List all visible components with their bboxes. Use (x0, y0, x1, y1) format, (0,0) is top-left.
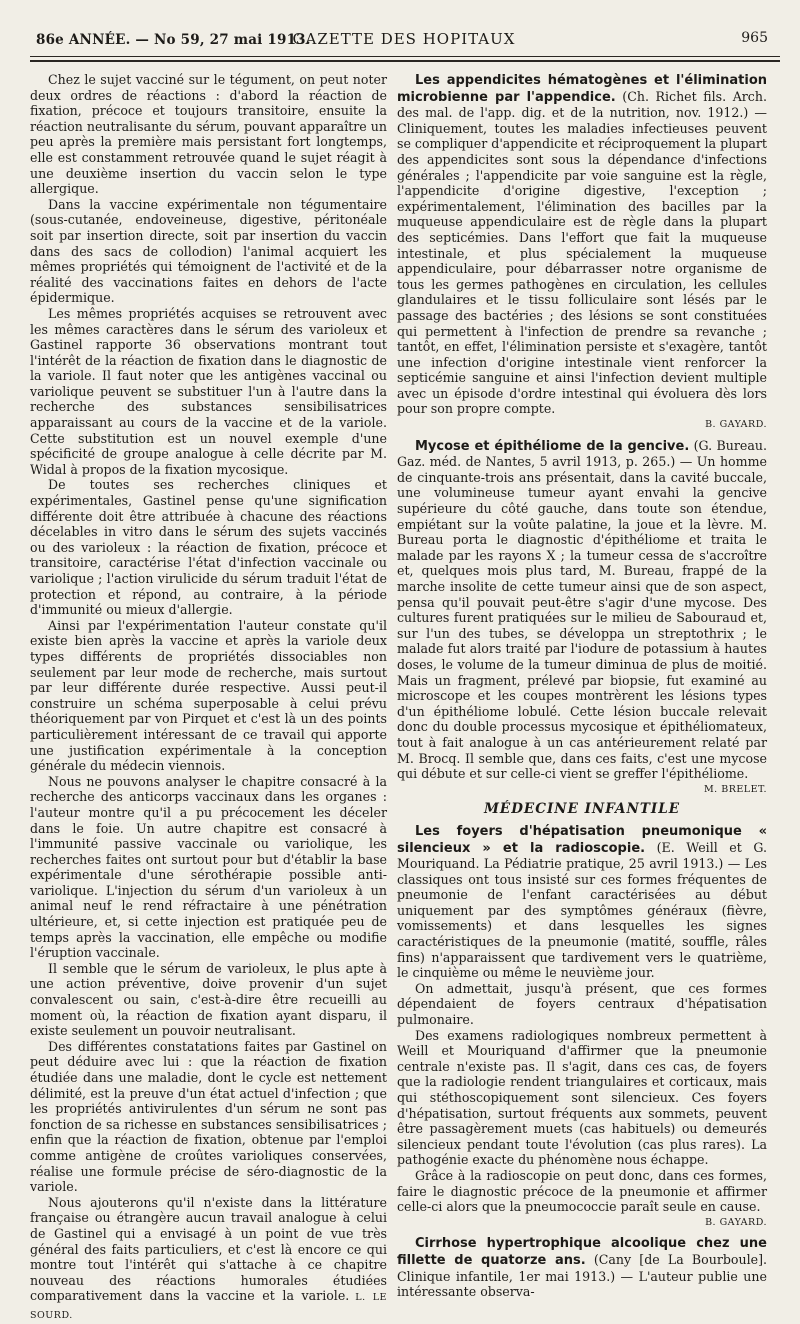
paragraph-last (30, 1195, 387, 1324)
paragraph: Nous ne pouvons analyser le chapitre consacré à la recherche des anticorps vaccinaux dans les organes : l'auteur montre qu'il a pu précocement les déceler dans le foie. Un autre chapitre est consacré à l'immunité passive vaccinale ou variolique, les recherches faites ont surtout pour but d'établir la base expérimentale d'une sérothérapie possible anti-variolique. L'injection du sérum d'un varioleux à un animal neuf le rend réfractaire à une pénétration ultérieure, et, si cette injection est pratiquée peu de temps après la vaccination, elle empêche ou modifie l'éruption vaccinale. (30, 773, 387, 961)
article-reference: (G. Bureau. Gaz. méd. de Nantes, 5 avril 1913, p. 265.) — (397, 437, 767, 470)
article-text: L'auteur publie une intéressante observa- (397, 1268, 767, 1300)
article (397, 438, 767, 798)
article-title: Les appendicites hématogènes et l'élimination microbienne par l'appendice. (397, 73, 767, 105)
article-text: Les classiques ont tous insisté sur ces formes fréquentes de pneumonie de l'enfant caractérisées au début uniquement par des symptômes généraux (fièvre, vomissements) et dans lesquelles les signes caractéristiques de la pneumonie (matité, souffle, râles fins) n'apparaissent que tardivement vers le quatrième, le cinquième ou même le neuvième jour. (397, 856, 767, 981)
article-body (397, 72, 767, 417)
journal-title: GAZETTE DES HOPITAUX (292, 30, 516, 48)
article-body (397, 438, 767, 782)
paragraph: Il semble que le sérum de varioleux, le plus apte à une action préventive, doive provenir d'un sujet convalescent ou sain, c'est-à-dire être recueilli au moment où, la réaction de fixation ayant disparu, il existe seulement un pouvoir neutralisant. (30, 960, 387, 1039)
paragraph: Grâce à la radioscopie on peut donc, dans ces formes, faire le diagnostic précoce de la pneumonie et affirmer celle-ci alors que la pneumococcie paraît seule en cause. (397, 1167, 767, 1215)
paragraph: Des examens radiologiques nombreux permettent à Weill et Mouriquand d'affirmer que la pneumonie centrale n'existe pas. Il s'agit, dans ces cas, de foyers que la radiologie rendent triangulaires et corticaux, mais qui stéthoscopiquement sont silencieux. Ces foyers d'hépatisation, surtout fréquents aux sommets, peuvent être passagèrement muets (cas habituels) ou demeurés silencieux pendant toute l'évolution (cas plus rares). La pathogénie exacte du phénomène nous échappe. (397, 1027, 767, 1168)
article-reference: (Ch. Richet fils. Arch. des mal. de l'app. dig. et de la nutrition, nov. 1912.) — (397, 88, 767, 121)
paragraph: Les mêmes propriétés acquises se retrouvent avec les mêmes caractères dans le sérum des varioleux et Gastinel rapporte 36 observations montrant tout l'intérêt de la réaction de fixation dans le diagnostic de la variole. Il faut noter que les antigènes vaccinal ou variolique peuvent se substituer l'un à l'autre dans la recherche des substances sensibilisatrices apparaissant au cours de la vaccine et de la variole. Cette substitution est un nouvel exemple d'une spécificité de groupe analogue à celle décrite par M. Widal à propos de la fixation mycosique. (30, 305, 387, 477)
header-rule (30, 56, 780, 57)
header-rule-thick (30, 60, 780, 62)
issue-info: 86e ANNÉE. — No 59, 27 mai 1913. (36, 32, 311, 48)
paragraph: Ainsi par l'expérimentation l'auteur constate qu'il existe bien après la vaccine et après la variole deux types différents de propriétés dissociables non seulement par leur mode de recherche, mais surtout par leur différente durée respective. Aussi peut-il construire un schéma superposable à celui prévu théoriquement par von Pirquet et c'est là un des points particulièrement intéressant de ce travail qui apporte une justification expérimentale à la conception générale du médecin viennois. (30, 617, 387, 774)
article-text: Un homme de cinquante-trois ans présentait, dans la cavité buccale, une volumineuse tumeur ayant envahi la gencive supérieure du côté gauche, dans toute son étendue, empiétant sur la voûte palatine, la joue et la lèvre. M. Bureau porta le diagnostic d'épithéliome et traita le malade par les rayons X ; la tumeur cessa de s'accroître et, quelques mois plus tard, M. Bureau, frappé de la marche insolite de cette tumeur ainsi que de son aspect, pensa qu'il pouvait peut-être s'agir d'une mycose. Des cultures furent pratiquées sur le milieu de Sabouraud et, sur l'un des tubes, se développa un streptothrix ; le malade fut alors traité par l'iodure de potassium à hautes doses, le volume de la tumeur diminua de plus de moitié. Mais un fragment, prélevé par biopsie, fut examiné au microscope et les coupes montrèrent les lésions types d'un épithéliome lobulé. Cette lésion buccale relevait donc du double processus mycosique et épithéliomateux, tout à fait analogue à un cas antérieurement relaté par M. Brocq. Il semble que, dans ces faits, c'est une mycose qui débute et sur celle-ci vient se greffer l'épithéliome. (397, 454, 767, 782)
article (397, 1235, 767, 1299)
paragraph: Dans la vaccine expérimentale non tégumentaire (sous-cutanée, endoveineuse, digestive, péritonéale soit par insertion directe, soit par insertion du vaccin dans des sacs de collodion) l'animal acquiert les mêmes propriétés qui témoignent de l'activité et de la réalité des vaccinations faites en dehors de l'acte épidermique. (30, 196, 387, 306)
paragraph: De toutes ses recherches cliniques et expérimentales, Gastinel pense qu'une signification différente doit être attribuée à chacune des réactions décelables in vitro dans le sérum des sujets vaccinés ou des varioleux : la réaction de fixation, précoce et transitoire, caractérise l'état d'infection vaccinale ou variolique ; l'action virulicide du sérum traduit l'état de protection et répond, au contraire, à la période d'immunité ou mieux d'allergie. (30, 477, 387, 618)
paragraph: Chez le sujet vacciné sur le tégument, on peut noter deux ordres de réactions : d'abord la réaction de fixation, précoce et toujours transitoire, ensuite la réaction neutralisante du sérum, pouvant apparaître un peu après la première mais persistant fort longtemps, elle est constamment retrouvée quand le sujet réagit à une deuxième insertion du vaccin selon le type allergique. (30, 72, 387, 197)
paragraph: On admettait, jusqu'à présent, que ces formes dépendaient de foyers centraux d'hépatisation pulmonaire. (397, 980, 767, 1028)
article-title: Les foyers d'hépatisation pneumonique « silencieux » et la radioscopie. (397, 823, 767, 856)
signature: B. GAYARD. (705, 419, 767, 431)
article-body (397, 823, 767, 981)
page-number: 965 (741, 30, 768, 46)
article-reference: (E. Weill et G. Mouriquand. La Pédiatrie pratique, 25 avril 1913.) — (397, 839, 767, 872)
section-title: MÉDECINE INFANTILE (483, 801, 681, 818)
paragraph: Des différentes constatations faites par Gastinel on peut déduire avec lui : que la réaction de fixation étudiée dans une maladie, dont le cycle est nettement délimité, est la preuve d'un état actuel d'infection ; que les propriétés antivirulentes d'un sérum ne sont pas fonction de sa richesse en substances sensibilisatrices ; enfin que la réaction de fixation, obtenue par l'emploi comme antigène de croûtes varioliques conservées, réalise une formule précise de séro-diagnostic de la variole. (30, 1038, 387, 1195)
article-title: Cirrhose hypertrophique alcoolique chez une fillette de quatorze ans. (397, 1236, 767, 1268)
page-header (28, 26, 780, 52)
article (397, 823, 767, 1230)
article-body (397, 1235, 767, 1299)
article-text: Cliniquement, toutes les maladies infectieuses peuvent se compliquer d'appendicite et réciproquement la plupart des appendicites sont sous la dépendance d'infections générales ; l'appendicite par voie sanguine est la règle, l'appendicite d'origine digestive, l'exception ; expérimentalement, l'élimination des bacilles par la muqueuse appendiculaire est de règle dans la plupart des septicémies. Dans l'effort que fait la muqueuse intestinale, et plus spécialement la muqueuse appendiculaire, pour débarrasser notre organisme de tous les germes pathogènes en circulation, les cellules glandulaires et le tissu folliculaire sont lésés par le passage des bactéries ; des lésions se sont constituées qui permettent à l'infection de prendre sa revanche ; tantôt, en effet, l'élimination persiste et s'exagère, tantôt une infection d'origine intestinale vient renforcer la septicémie sanguine et ainsi l'infection devient multiple avec un épisode d'ordre intestinal qui évoluera dès lors pour son propre compte. (397, 120, 767, 417)
article-title: Mycose et épithéliome de la gencive. (415, 438, 690, 454)
signature: B. GAYARD. (705, 1216, 767, 1228)
signature: M. BRELET. (703, 783, 767, 795)
signature: L. LE SOURD. (30, 1292, 387, 1321)
article (397, 72, 767, 433)
article-reference: (Cany [de La Bourboule]. Clinique infantile, 1er mai 1913.) — (397, 1251, 767, 1284)
left-column (30, 72, 387, 1321)
paragraph-text: Nous ajouterons qu'il n'existe dans la littérature française ou étrangère aucun travail analogue à celui de Gastinel qui a envisagé à un point de vue très général des faits particuliers, et c'est là encore ce qui montre tout l'intérêt qui s'attache à ce chapitre nouveau des réactions humorales étudiées comparativement dans la vaccine et la variole. (30, 1194, 387, 1304)
right-column (397, 72, 767, 1300)
